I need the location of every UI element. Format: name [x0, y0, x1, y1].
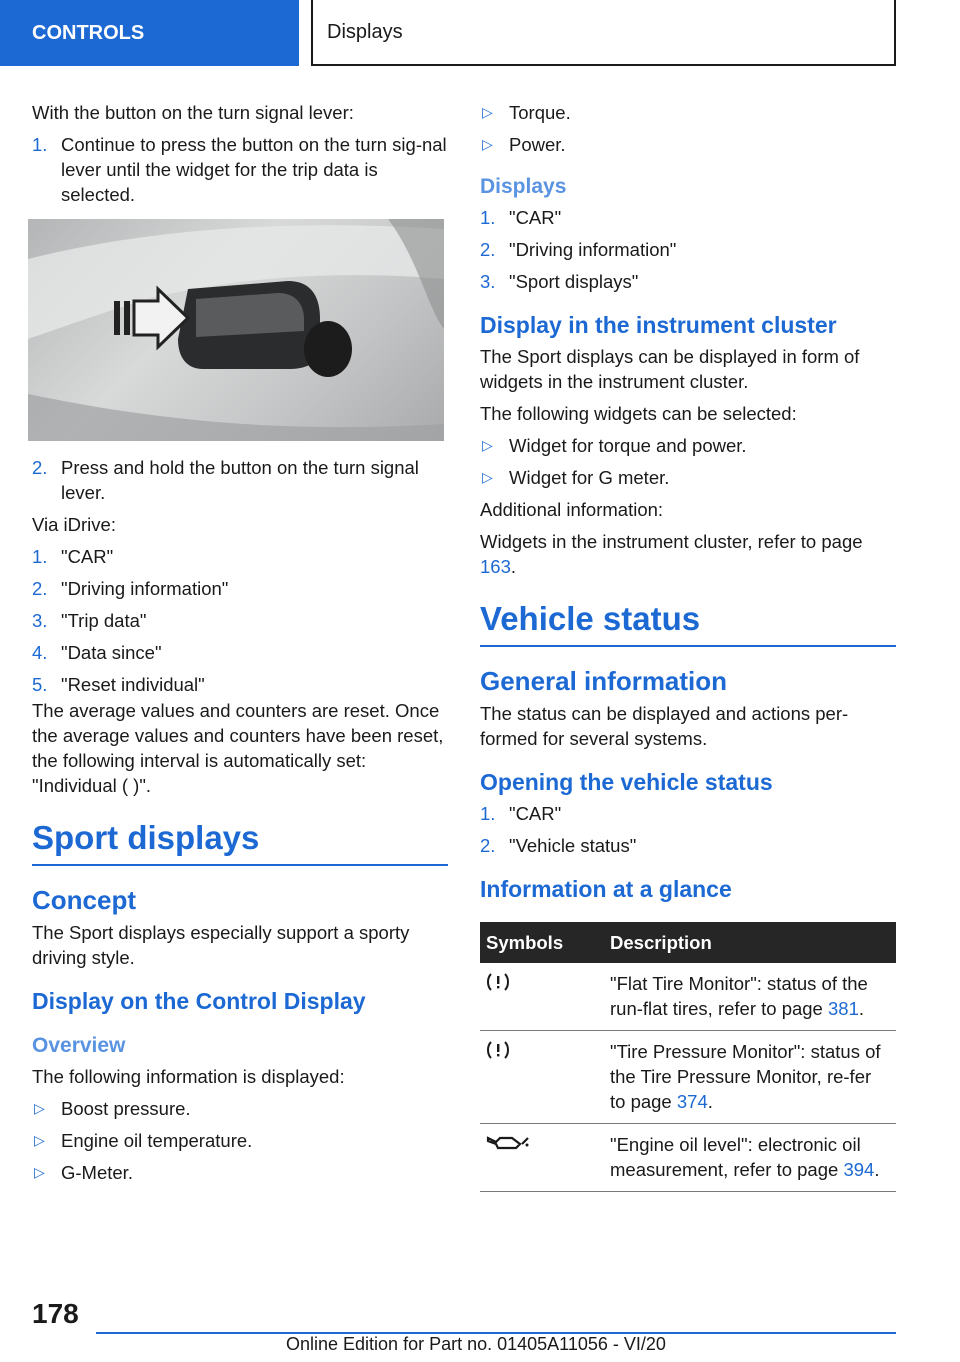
step-item: [480, 269, 896, 294]
step-text: "Data since": [61, 642, 162, 663]
cluster-text: The Sport displays can be displayed in form of widgets in the instrument cluster.: [480, 346, 860, 392]
triangle-bullet-icon: ▷: [34, 1164, 45, 1180]
step-number: 1.: [32, 134, 48, 155]
triangle-bullet-icon: ▷: [482, 104, 493, 120]
reference-end: .: [510, 556, 517, 577]
displays-heading: Displays: [480, 175, 567, 198]
step-text: Press and hold the button on the turn signal lever.: [61, 457, 419, 503]
sport-displays-heading: Sport displays: [32, 818, 448, 866]
concept-heading: Concept: [32, 885, 136, 915]
list-item-text: G-Meter.: [61, 1162, 133, 1183]
overview-list-continued: [480, 100, 896, 157]
tire-pressure-icon: [486, 1039, 510, 1061]
step-item: [32, 544, 448, 569]
step-number: 5.: [32, 674, 48, 695]
description-cell: [604, 1031, 896, 1124]
turn-signal-lever-photo: [28, 219, 444, 441]
step-text: "CAR": [61, 546, 114, 567]
overview-heading: Overview: [32, 1034, 126, 1057]
list-item: [480, 132, 896, 157]
table-row: [480, 1124, 896, 1192]
overview-list: [32, 1096, 448, 1185]
symbol-cell: [480, 963, 604, 1031]
additional-info-label: Additional information:: [480, 499, 664, 520]
page-number: 178: [32, 1298, 79, 1329]
step-number: 2.: [480, 239, 496, 260]
page-link-394[interactable]: 394: [843, 1159, 875, 1180]
list-item-text: Boost pressure.: [61, 1098, 191, 1119]
list-item-text: Power.: [509, 134, 566, 155]
list-item: [32, 1160, 448, 1185]
step-number: 4.: [32, 642, 48, 663]
displays-steps: [480, 205, 896, 294]
step-text: "Driving information": [509, 239, 677, 260]
triangle-bullet-icon: ▷: [482, 469, 493, 485]
step-number: 2.: [32, 457, 48, 478]
list-item-text: Widget for torque and power.: [509, 435, 747, 456]
step-text: "CAR": [509, 803, 562, 824]
description-header: Description: [604, 922, 896, 963]
left-column: [32, 100, 448, 1192]
concept-text: The Sport displays especially support a sporty driving style.: [32, 922, 410, 968]
step-number: 3.: [480, 271, 496, 292]
description-end: .: [707, 1091, 713, 1112]
glance-heading: Information at a glance: [480, 876, 732, 902]
steps-b: [32, 455, 448, 505]
table-header-row: [480, 922, 896, 963]
description-text: "Tire Pressure Monitor": status of the Tire Pressure Monitor, re‐fer to page: [610, 1041, 881, 1112]
step-item: [32, 672, 448, 697]
step-number: 1.: [480, 803, 496, 824]
intro-text: With the button on the turn signal lever:: [32, 102, 354, 123]
step-text: "Sport displays": [509, 271, 639, 292]
step-number: 1.: [32, 546, 48, 567]
control-display-heading: Display on the Control Display: [32, 988, 366, 1014]
description-end: .: [858, 998, 865, 1019]
general-info-heading: General information: [480, 666, 728, 696]
general-text: The status can be displayed and actions per‐formed for several systems.: [480, 703, 849, 749]
step-item: [480, 237, 896, 262]
list-item-text: Torque.: [509, 102, 571, 123]
triangle-bullet-icon: ▷: [34, 1100, 45, 1116]
steps-a: [32, 132, 448, 207]
list-item-text: Engine oil temperature.: [61, 1130, 253, 1151]
step-item: [32, 608, 448, 633]
symbol-cell: [480, 1124, 604, 1192]
triangle-bullet-icon: ▷: [482, 437, 493, 453]
step-text: "Driving information": [61, 578, 229, 599]
step-item: [32, 132, 448, 207]
step-item: [32, 576, 448, 601]
list-item: [32, 1096, 448, 1121]
table-row: [480, 1031, 896, 1124]
page-link-374[interactable]: 374: [676, 1091, 708, 1112]
overview-text: The following information is displayed:: [32, 1066, 345, 1087]
description-cell: [604, 1124, 896, 1192]
triangle-bullet-icon: ▷: [482, 136, 493, 152]
list-item: [32, 1128, 448, 1153]
step-number: 2.: [480, 835, 496, 856]
description-cell: [604, 963, 896, 1031]
oil-can-icon: [486, 1132, 530, 1154]
page-link-163[interactable]: 163: [480, 556, 511, 577]
symbols-header: Symbols: [480, 922, 604, 963]
step-item: [480, 205, 896, 230]
step-item: [480, 801, 896, 826]
tire-warning-icon: [486, 971, 510, 993]
description-end: .: [874, 1159, 880, 1180]
symbol-cell: [480, 1031, 604, 1124]
via-idrive-text: Via iDrive:: [32, 514, 116, 535]
triangle-bullet-icon: ▷: [34, 1132, 45, 1148]
list-item: [480, 433, 896, 458]
widgets-intro: The following widgets can be selected:: [480, 403, 797, 424]
step-text: "Vehicle status": [509, 835, 637, 856]
section-label: CONTROLS: [32, 21, 145, 44]
step-item: [480, 833, 896, 858]
list-item: [480, 100, 896, 125]
widget-list: [480, 433, 896, 490]
list-item: [480, 465, 896, 490]
page-link-381[interactable]: 381: [828, 998, 859, 1019]
instrument-cluster-heading: Display in the instrument cluster: [480, 312, 837, 338]
step-number: 3.: [32, 610, 48, 631]
step-number: 2.: [32, 578, 48, 599]
step-text: Continue to press the button on the turn sig‐nal lever until the widget for the trip data is selected.: [61, 134, 447, 205]
opening-steps: [480, 801, 896, 858]
step-text: "Reset individual": [61, 674, 205, 695]
widgets-reference: [480, 529, 896, 579]
idrive-steps: [32, 544, 448, 697]
step-item: [32, 640, 448, 665]
description-text: "Flat Tire Monitor": status of the run-flat tires, refer to page: [610, 973, 868, 1019]
step-item: [32, 455, 448, 505]
step-number: 1.: [480, 207, 496, 228]
step-text: "CAR": [509, 207, 562, 228]
vehicle-status-heading: Vehicle status: [480, 599, 896, 647]
right-column: [480, 100, 896, 1192]
section-tab: [0, 0, 299, 66]
reset-text: The average values and counters are reset. Once the average values and counters have been reset, the following interval is automatically set: "Individual ( )".: [32, 700, 444, 796]
edition-text: Online Edition for Part no. 01405A11056 - VI/20: [286, 1334, 666, 1354]
opening-status-heading: Opening the vehicle status: [480, 769, 773, 795]
status-symbols-table: [480, 922, 896, 1192]
description-text: "Engine oil level": electronic oil measurement, refer to page: [610, 1134, 861, 1180]
chapter-tab: [311, 0, 896, 66]
reference-text: Widgets in the instrument cluster, refer to page: [480, 531, 863, 552]
table-row: [480, 963, 896, 1031]
chapter-label: Displays: [327, 20, 403, 43]
list-item-text: Widget for G meter.: [509, 467, 670, 488]
step-text: "Trip data": [61, 610, 147, 631]
